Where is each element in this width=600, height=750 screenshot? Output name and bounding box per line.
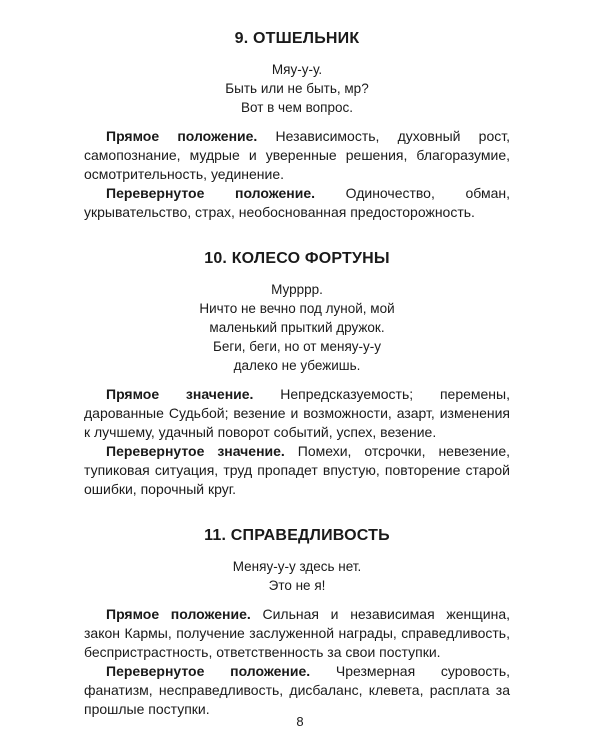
upright-meaning — [84, 385, 510, 442]
para-label: Перевернутое положение. — [106, 185, 315, 201]
upright-meaning — [84, 127, 510, 184]
section-title: 10. КОЛЕСО ФОРТУНЫ — [204, 250, 390, 267]
poem — [84, 60, 510, 117]
poem-line: Вот в чем вопрос. — [240, 100, 353, 115]
poem-line: Меняу-у-у здесь нет. — [232, 559, 362, 574]
para-text: Независимость, духовный рост, самопознание, мудрые и уверенные решения, благоразумие, осмотрительность, уединение. — [84, 128, 510, 182]
para-label: Прямое положение. — [106, 128, 258, 144]
para-text: Непредсказуемость; перемены, дарованные Судьбой; везение и возможности, азарт, изменения к лучшему, удачный поворот событий, успех, везение. — [84, 386, 510, 440]
poem — [84, 557, 510, 595]
para-text: Одиночество, обман, укрывательство, страх, необоснованная предосторожность. — [84, 185, 510, 220]
page-content — [84, 28, 510, 745]
section-hermit — [84, 28, 510, 222]
section-wheel-of-fortune — [84, 248, 510, 499]
poem-line: Быть или не быть, мр? — [225, 81, 369, 96]
upright-meaning — [84, 605, 510, 662]
reversed-meaning — [84, 662, 510, 719]
para-label: Перевернутое положение. — [106, 663, 311, 679]
poem — [84, 280, 510, 375]
poem-line: Беги, беги, но от меняу-у-у — [212, 339, 382, 354]
reversed-meaning — [84, 184, 510, 222]
para-label: Прямое положение. — [106, 606, 251, 622]
page-number: 8 — [296, 714, 304, 729]
poem-line: Ничто не вечно под луной, мой — [199, 301, 395, 316]
poem-line: далеко не убежишь. — [233, 358, 361, 373]
para-text: Сильная и независимая женщина, закон Кармы, получение заслуженной награды, справедливость, беспристрастность, ответственность за свои поступки. — [84, 606, 510, 660]
section-title: 9. ОТШЕЛЬНИК — [234, 30, 360, 47]
para-text: Помехи, отсрочки, невезение, тупиковая ситуация, труд пропадет впустую, повторение старой ошибки, порочный круг. — [84, 443, 511, 497]
poem-line: маленький прыткий дружок. — [209, 320, 385, 335]
poem-line: Это не я! — [268, 578, 326, 593]
section-title: 11. СПРАВЕДЛИВОСТЬ — [204, 527, 390, 544]
poem-line: Мяу-у-у. — [271, 62, 323, 77]
para-label: Прямое значение. — [106, 386, 254, 402]
para-text: Чрезмерная суровость, фанатизм, несправедливость, дисбаланс, клевета, расплата за прошлые поступки. — [84, 663, 511, 717]
para-label: Перевернутое значение. — [106, 443, 285, 459]
reversed-meaning — [84, 442, 510, 499]
poem-line: Мурррр. — [271, 282, 323, 297]
section-justice — [84, 525, 510, 719]
